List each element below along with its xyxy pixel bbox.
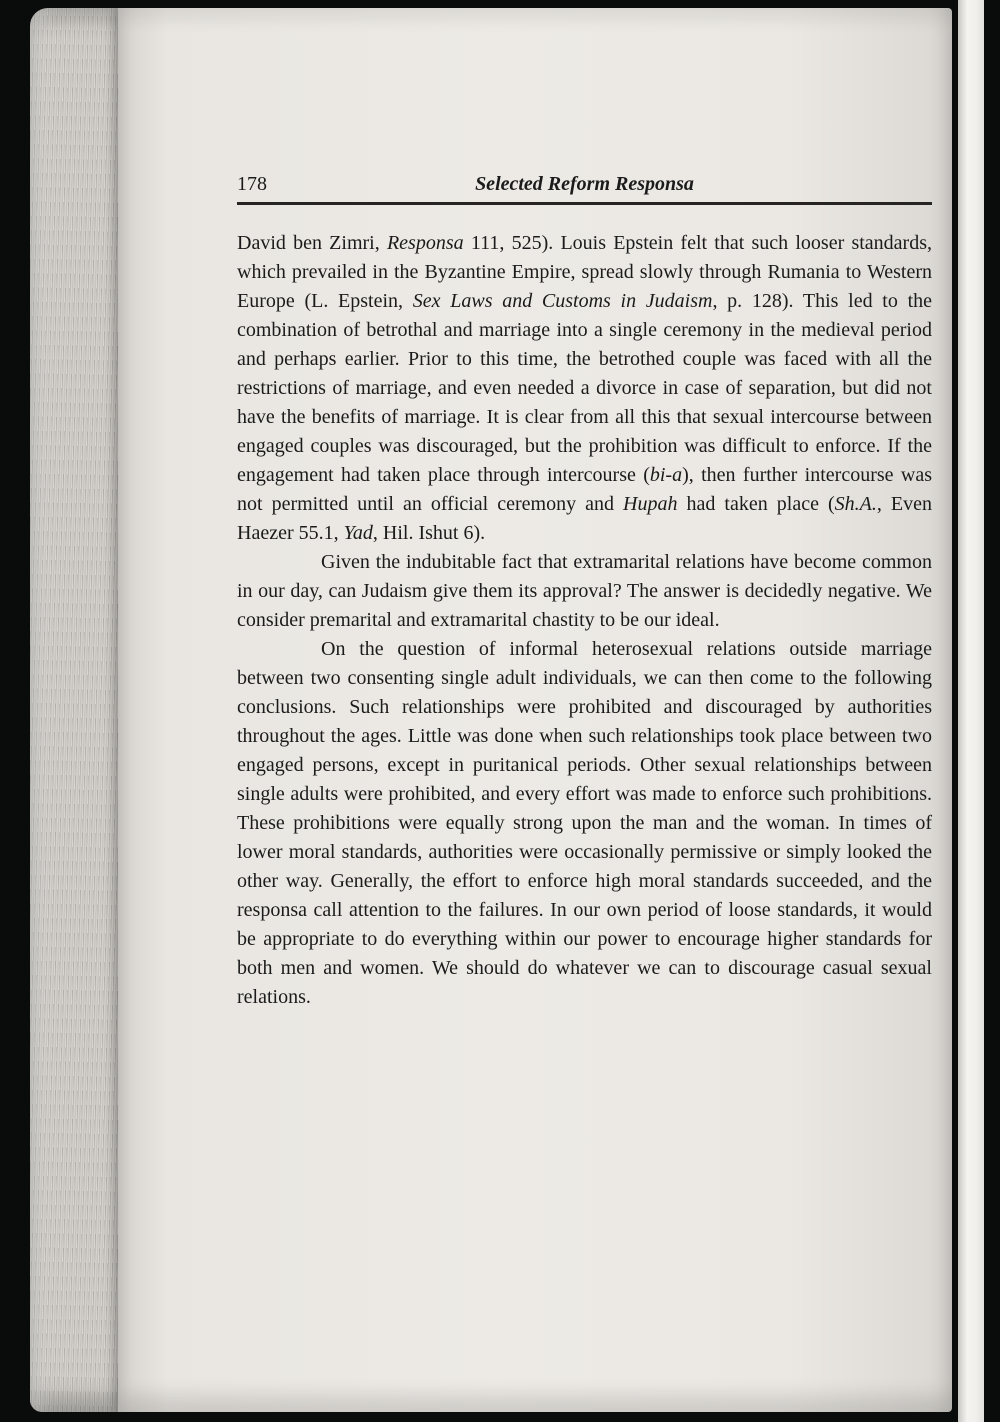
- text-run: David ben Zimri,: [237, 232, 387, 254]
- text-run: had taken place (: [677, 493, 835, 515]
- page-content: [237, 172, 932, 1012]
- italic-text: Sex Laws and Customs in Judaism: [412, 290, 713, 312]
- italic-text: Hupah: [623, 493, 678, 515]
- text-run: 111, 525). Louis Epstein felt that such looser standards, which prevailed in the Byzantine Empire, spread slowly through Rumania to Western Europe (L. Epstein,: [237, 232, 932, 312]
- body-text: [237, 229, 932, 1012]
- text-run: , Hil. Ishut 6).: [372, 522, 486, 544]
- text-run: Given the indubitable fact that extramarital relations have become common in our day, can Judaism give them its approval? The answer is decidedly negative. We consider premarital and extramarital chastity to be our ideal.: [237, 551, 932, 631]
- italic-text: Yad: [343, 522, 373, 544]
- text-run: On the question of informal heterosexual relations outside marriage between two consenting single adult individuals, we can then come to the following conclusions. Such relationships were prohibited and discouraged by authorities throughout the ages. Little was done when such relationships took place between two engaged persons, except in puritanical periods. Other sexual relationships between single adults were prohibited, and every effort was made to enforce such prohibitions. These prohibitions were equally strong upon the man and the woman. In times of lower moral standards, authorities were occasionally permissive or simply looked the other way. Generally, the effort to enforce high moral standards succeeded, and the responsa call attention to the failures. In our own period of loose standards, it would be appropriate to do everything within our power to encourage higher standards for both men and women. We should do whatever we can to discourage casual sexual relations.: [237, 638, 932, 1008]
- paragraph: [237, 635, 932, 1012]
- italic-text: Responsa: [386, 232, 464, 254]
- italic-text: bi-a: [649, 464, 683, 486]
- text-run: , Even Haezer 55.1,: [237, 493, 932, 544]
- page-stack-edge: [30, 8, 122, 1412]
- paragraph: [237, 229, 932, 548]
- running-title: Selected Reform Responsa: [475, 173, 694, 195]
- paragraph: [237, 548, 932, 635]
- facing-page-edge: [958, 0, 984, 1422]
- page-number: 178: [237, 173, 267, 195]
- italic-text: Sh.A.: [834, 493, 877, 515]
- text-run: ), then further intercourse was not permitted until an official ceremony and: [237, 464, 932, 515]
- page-header: [237, 172, 932, 196]
- header-rule: [237, 202, 932, 205]
- text-run: , p. 128). This led to the combination of betrothal and marriage into a single ceremony in the medieval period and perhaps earlier. Prior to this time, the betrothed couple was faced with all the restrictions of marriage, and even needed a divorce in case of separation, but did not have the benefits of marriage. It is clear from all this that sexual intercourse between engaged couples was discouraged, but the prohibition was difficult to enforce. If the engagement had taken place through intercourse (: [237, 290, 933, 486]
